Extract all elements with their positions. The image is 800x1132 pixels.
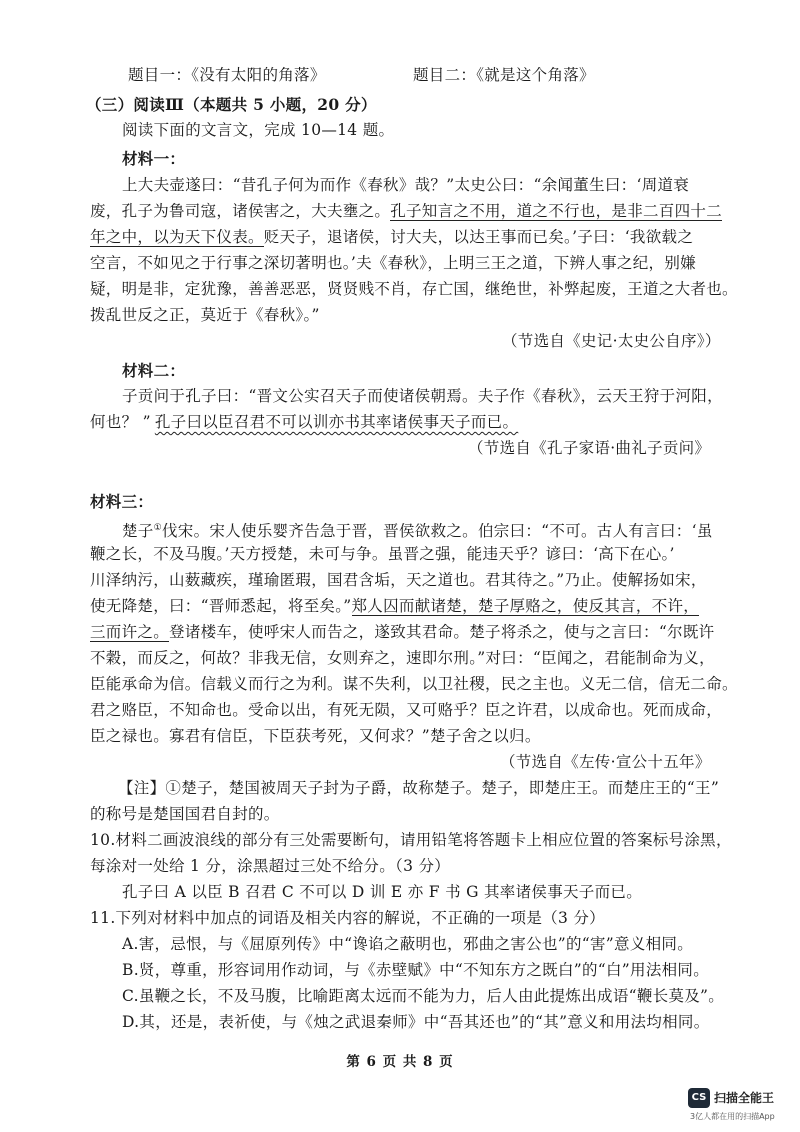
question-10-stem: 10.材料二画波浪线的部分有三处需要断句，请用铅笔将答题卡上相应位置的答案标号涂黑， — [90, 831, 732, 849]
material-three-text: 楚子 — [122, 522, 154, 541]
question-10-sentence: 孔子曰 A 以臣 B 召君 C 不可以 D 训 E 亦 F 书 G 其率诸侯事天子而已。 — [122, 883, 643, 901]
watermark-app-name: 扫描全能王 — [714, 1091, 775, 1105]
question-11-stem: 11.下列对材料中加点的词语及相关内容的解说，不正确的一项是（3 分） — [90, 909, 605, 927]
material-one-line — [90, 226, 693, 248]
material-three-line: 川泽纳污，山薮藏疾，瑾瑜匿瑕，国君含垢，天之道也。君其待之。”乃止。使解扬如宋， — [90, 571, 707, 589]
material-three-line — [90, 621, 714, 643]
material-two-line: 子贡问于孔子曰：“晋文公实召天子而使诸侯朝焉。夫子作《春秋》，云天王狩于河阳， — [122, 387, 723, 405]
scanner-watermark — [688, 1088, 798, 1124]
topic-one: 题目一：《没有太阳的角落》 — [128, 66, 326, 84]
watermark-tagline: 3亿人都在用的扫描App — [690, 1112, 775, 1121]
camscanner-logo-icon: CS — [688, 1088, 710, 1108]
material-two-text: 何也？ ” — [90, 413, 151, 431]
footnote-marker: ① — [153, 523, 162, 533]
material-three-line: 不穀，而反之，何故？非我无信，女则弃之，速即尔刑。”对曰：“臣闻之，君能制命为义， — [90, 649, 715, 667]
material-one-text: 废，孔子为鲁司寇，诸侯害之，大夫壅之。 — [90, 202, 391, 220]
question-11-option-b: B.贤，尊重，形容词用作动词，与《赤壁赋》中“不知东方之既白”的“白”用法相同。 — [122, 961, 710, 979]
topic-two: 题目二：《就是这个角落》 — [413, 66, 595, 84]
material-two-title: 材料二： — [122, 361, 186, 380]
page-number: 第 6 页 共 8 页 — [346, 1054, 454, 1070]
material-one-title: 材料一： — [122, 149, 186, 168]
material-three-text: 伐宋。宋人使乐婴齐告急于晋，晋侯欲救之。伯宗曰：“不可。古人有言曰：‘虽 — [161, 522, 713, 541]
material-three-line: 臣之禄也。寡君有信臣，下臣获考死，又何求？”楚子舍之以归。 — [90, 727, 541, 745]
material-three-line — [90, 595, 699, 617]
material-one-line: 空言，不如见之于行事之深切著明也。’夫《春秋》，上明三王之道，下辨人事之纪，别嫌 — [90, 254, 696, 272]
material-two-source: （节选自《孔子家语·曲礼子贡问》 — [468, 439, 711, 457]
material-one-source: （节选自《史记·太史公自序》） — [502, 332, 721, 350]
question-11-option-c: C.虽鞭之长，不及马腹，比喻距离太远而不能为力，后人由此提炼出成语“鞭长莫及”。 — [122, 987, 725, 1005]
material-three-line — [122, 517, 713, 542]
question-10-stem: 每涂对一处给 1 分，涂黑超过三处不给分。（3 分） — [90, 857, 451, 875]
material-three-text: 使无降楚，曰：“晋师悉起，将至矣。” — [90, 597, 352, 615]
material-one-line: 疑，明是非，定犹豫，善善恶恶，贤贤贱不肖，存亡国，继绝世，补弊起废，王道之大者也。 — [90, 280, 738, 298]
material-one-underlined-sentence: 年之中，以为天下仪表。 — [90, 228, 264, 246]
material-one-line: 上大夫壶遂曰：“昔孔子何为而作《春秋》哉？”太史公曰：“余闻董生曰：‘周道衰 — [122, 176, 690, 194]
material-one-line: 拨乱世反之正，莫近于《春秋》。” — [90, 306, 320, 324]
question-11-option-a: A.害，忌恨，与《屈原列传》中“谗谄之蔽明也，邪曲之害公也”的“害”意义相同。 — [122, 935, 694, 953]
material-two-wavy-sentence: 孔子曰以臣召君不可以训亦书其率诸侯事天子而已。 — [154, 413, 519, 431]
material-three-line: 臣能承命为信。信载义而行之为利。谋不失利，以卫社稷，民之主也。义无二信，信无二命。 — [90, 675, 738, 693]
material-one-underlined-sentence: 孔子知言之不用，道之不行也，是非二百四十二 — [390, 202, 723, 220]
material-three-source: （节选自《左传·宣公十五年》 — [500, 753, 711, 771]
footnote-line: 的称号是楚国国君自封的。 — [90, 805, 280, 823]
section-instruction: 阅读下面的文言文，完成 10—14 题。 — [122, 121, 395, 139]
material-three-underlined-sentence: 三而许之。 — [90, 623, 170, 641]
material-two-line — [90, 411, 518, 433]
material-one-text: 贬天子，退诸侯，讨大夫，以达王事而已矣。’子曰：‘我欲载之 — [263, 228, 694, 246]
material-three-text: 登诸楼车，使呼宋人而告之，遂致其君命。楚子将杀之，使与之言曰：“尔既许 — [169, 623, 715, 641]
material-three-underlined-sentence: 郑人囚而献诸楚，楚子厚赂之，使反其言，不许， — [351, 597, 700, 615]
section-heading: （三）阅读Ⅲ（本题共 5 小题，20 分） — [86, 95, 377, 114]
material-three-line: 君之赂臣，不知命也。受命以出，有死无陨，又可赂乎？臣之许君，以成命也。死而成命， — [90, 701, 723, 719]
material-one-line — [90, 200, 722, 222]
footnote-line: 【注】①楚子，楚国被周天子封为子爵，故称楚子。楚子，即楚庄王。而楚庄王的“王” — [118, 779, 720, 797]
material-three-line: 鞭之长，不及马腹。’天方授楚，未可与争。虽晋之强，能违天乎？谚曰：‘高下在心。’ — [90, 545, 675, 563]
question-11-option-d: D.其，还是，表祈使，与《烛之武退秦师》中“吾其还也”的“其”意义和用法均相同。 — [122, 1013, 710, 1031]
material-three-title: 材料三： — [90, 492, 154, 511]
